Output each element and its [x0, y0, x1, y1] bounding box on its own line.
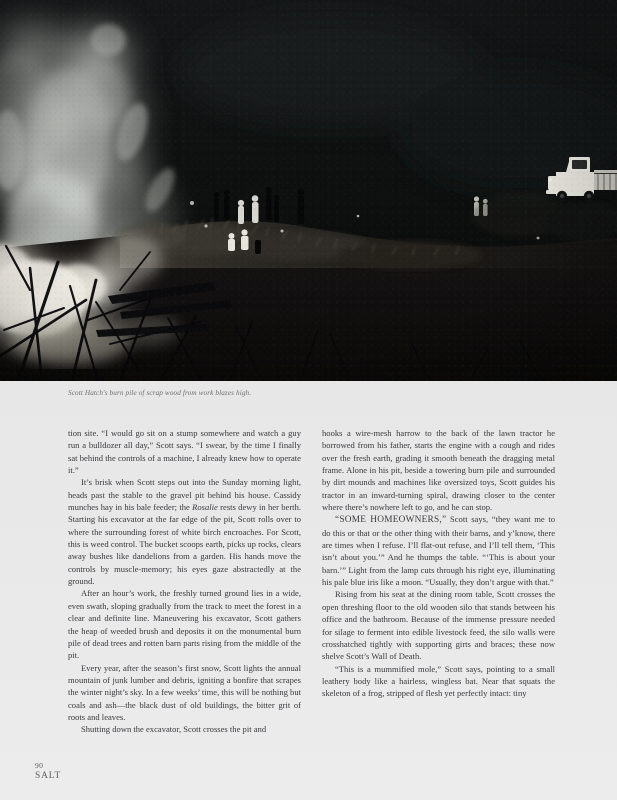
paragraph: After an hour’s work, the freshly turned ground lies in a wide, even swath, sloping gradually from the track to meet the forest in a clear and definite line. Maneuvering his excavator, Scott gathers the heap of weeded brush and deposits it on the monumental burn pile of dead trees and rotten barn parts rising from the middle of the pit.: [68, 588, 301, 661]
left-column: [68, 427, 301, 736]
bonfire-photograph: [0, 0, 617, 381]
paragraph: [68, 476, 301, 587]
paragraph: Shutting down the excavator, Scott crosses the pit and: [81, 724, 267, 735]
right-column: [322, 427, 555, 736]
boat-name-italic: Rosalie: [192, 502, 218, 513]
page-number: 90: [35, 761, 44, 770]
paragraph: hooks a wire-mesh harrow to the back of the lawn tractor he borrowed from his father, starts the engine with a cough and rides over the fresh earth, grading it smooth beneath the dragging metal frame. Alone in his pit, beside a towering burn pile and surrounded by dirt mounds and machines like oversized toys, Scott guides his tractor in an inward-turning spiral, drawing closer to the center where there’s nowhere left to go, and he can stop.: [322, 428, 555, 513]
paragraph: Every year, after the season’s first snow, Scott lights the annual mountain of junk lumber and debris, igniting a bonfire that scrapes the winter night’s sky. In a few weeks’ time, this will be nothing but coals and ash—the black dust of old buildings, the bitter grit of roots and leaves.: [68, 662, 301, 722]
folio: [35, 760, 61, 782]
smallcaps-lead-in: “SOME HOMEOWNERS,”: [335, 515, 447, 526]
article-body: [68, 427, 555, 736]
paragraph-text-part: It’s brisk when Scott steps out into the Sunday morning light, heads past the stable to the gravel pit behind his house. Cassidy munches hay in his bale feeder; the: [68, 477, 301, 513]
paragraph: Rising from his seat at the dining room table, Scott crosses the open threshing floor to the old wooden silo that stands between his office and the bathroom. Because of the immense pressure needed for silage to ferment into edible livestock feed, the silo walls were crosshatched tightly with supporting girts and braces; these now shelve Scott’s Wall of Death.: [322, 589, 555, 662]
paragraph: [322, 513, 555, 588]
photograph-artwork: [0, 0, 617, 381]
paragraph-text-part: rests dewy in her berth. Starting his excavator at the far edge of the pit, Scott rolls over to where the surrounding forest of white birch encroaches. For Scott, this is weed control. The bucket scoops earth, picks up rocks, clears away bushes like dandelions from a garden. His hands move the controls by muscle-memory; his eyes gaze abstractedly at the ground.: [68, 502, 301, 587]
publication-name: SALT: [35, 771, 62, 781]
photo-caption: Scott Hatch's burn pile of scrap wood from work blazes high.: [68, 389, 252, 397]
paragraph-text-part: Scott says, “they want me to do this or that or the other thing with their barns, and y’know, there are times when I refuse. I’ll flat-out refuse, and I’ll tell them, ‘This isn’t about you.’” And he thumps the table. “‘This is about your barn.’” Light from the lamp cuts through his right eye, illuminating his pale blue iris like a moon. “Usually, they don’t argue with that.”: [322, 514, 555, 588]
paragraph: tion site. “I would go sit on a stump somewhere and watch a guy run a bulldozer all day,” Scott says. “I swear, by the time I finally sat behind the controls of a machine, I already knew how to operate it.”: [68, 428, 301, 476]
paragraph: “This is a mummified mole,” Scott says, pointing to a small leathery body like a hairless, wingless bat. Near that squats the skeleton of a frog, stripped of flesh yet perfectly intact: tiny: [322, 663, 555, 699]
